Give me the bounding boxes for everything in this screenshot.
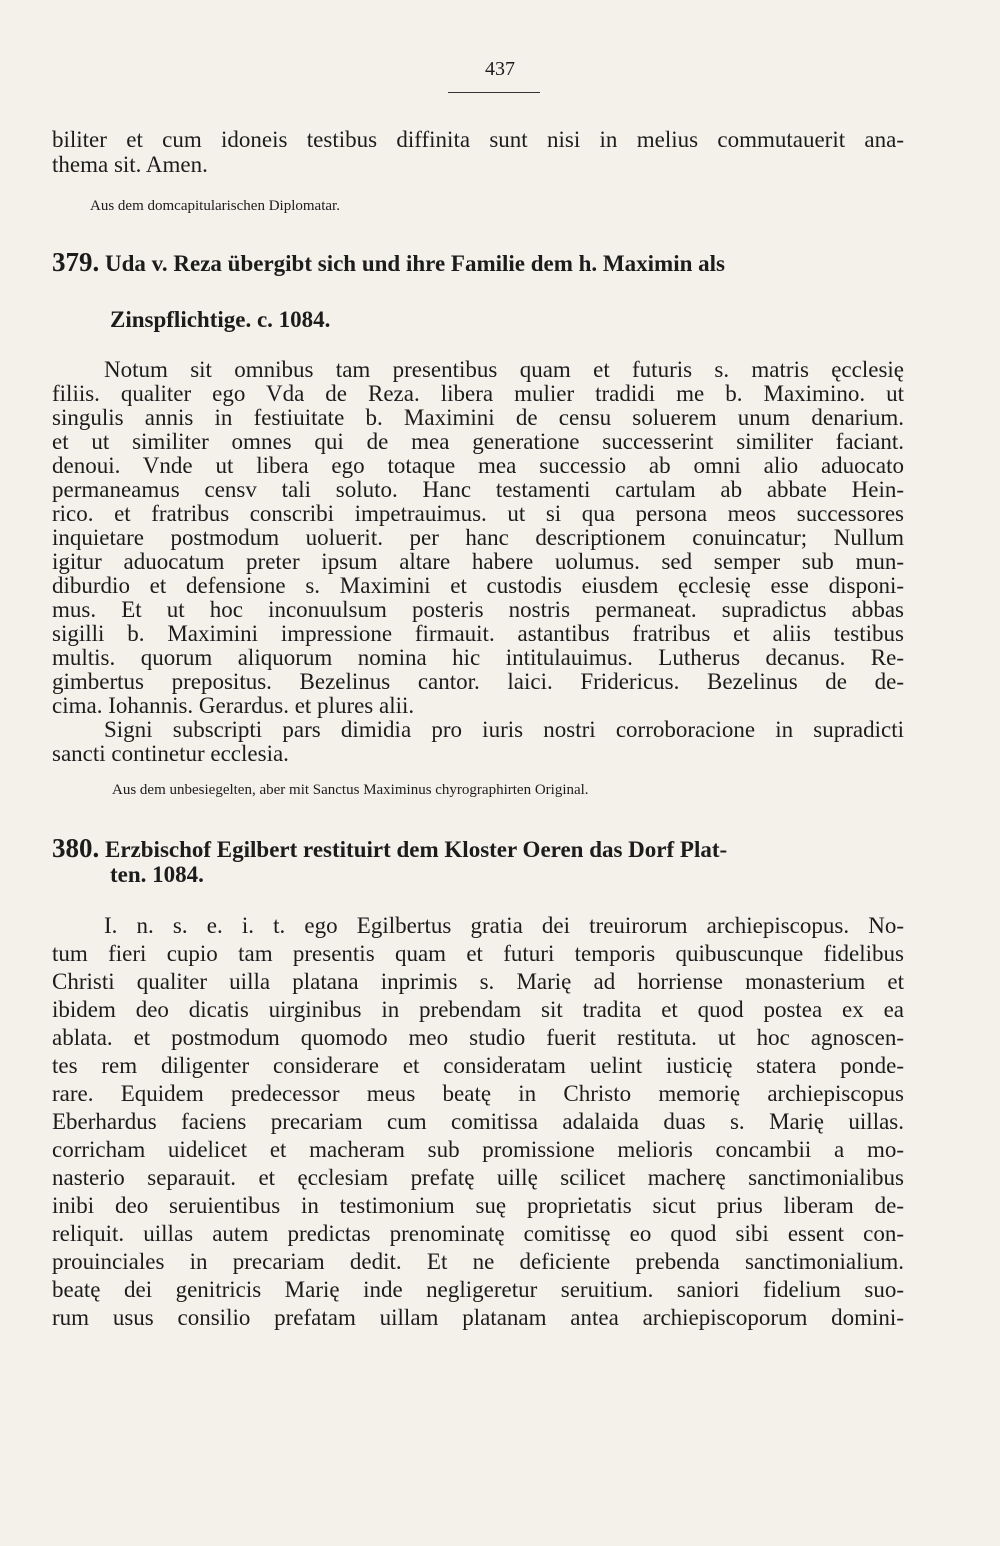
text-line: inquietare postmodum uoluerit. per hanc descriptionem conuincatur; Nullum: [52, 525, 904, 550]
text-line: diburdio et defensione s. Maximini et custodis eiusdem ęcclesię esse disponi-: [52, 573, 904, 598]
text-line: Eberhardus faciens precariam cum comitissa adalaida duas s. Marię uillas.: [52, 1109, 904, 1134]
doc-380-title-line1: Erzbischof Egilbert restituirt dem Kloster Oeren das Dorf Plat-: [105, 837, 728, 862]
text-line: inibi deo seruientibus in testimonium suę proprietatis sicut prius liberam de-: [52, 1193, 904, 1218]
text-line: filiis. qualiter ego Vda de Reza. libera mulier tradidi me b. Maximino. ut: [52, 381, 904, 406]
source-note: Aus dem domcapitularischen Diplomatar.: [90, 198, 340, 214]
doc-379-number: 379.: [52, 247, 100, 277]
text-line: rare. Equidem predecessor meus beatę in Christo memorię archiepiscopus: [52, 1081, 904, 1106]
text-line: I. n. s. e. i. t. ego Egilbertus gratia dei treuirorum archiepiscopus. No-: [104, 913, 904, 938]
text-line: et ut similiter omnes qui de mea generatione successerint similiter faciant.: [52, 429, 904, 454]
text-line: Notum sit omnibus tam presentibus quam et futuris s. matris ęcclesię: [104, 357, 904, 382]
text-line: ablata. et postmodum quomodo meo studio fuerit restituta. ut hoc agnoscen-: [52, 1025, 904, 1050]
text-line: rico. et fratribus conscribi impetrauimus. ut si qua persona meos successores: [52, 501, 904, 526]
text-line: mus. Et ut hoc inconuulsum posteris nostris permaneat. supradictus abbas: [52, 597, 904, 622]
text-line: sigilli b. Maximini impressione firmauit. astantibus fratribus et aliis testibus: [52, 621, 904, 646]
doc-379-heading: [52, 247, 904, 277]
text-line: tum fieri cupio tam presentis quam et futuri temporis quibuscunque fidelibus: [52, 941, 904, 966]
text-line: Christi qualiter uilla platana inprimis s. Marię ad horriense monasterium et: [52, 969, 904, 994]
text-line: corricham uidelicet et macheram sub promissione melioris concambii a mo-: [52, 1137, 904, 1162]
text-line: singulis annis in festiuitate b. Maximini de censu soluerem unum denarium.: [52, 405, 904, 430]
text-line: cima. Iohannis. Gerardus. et plures alii.: [52, 693, 415, 718]
page-number-rule: [448, 92, 540, 93]
text-line: beatę dei genitricis Marię inde negligeretur seruitium. saniori fidelium suo-: [52, 1277, 904, 1302]
text-line: reliquit. uillas autem predictas prenominatę comitissę eo quod sibi essent con-: [52, 1221, 904, 1246]
doc-380-heading: [52, 833, 904, 863]
text-line: igitur aduocatum preter ipsum altare habere uolumus. sed semper sub mun-: [52, 549, 904, 574]
text-line: denoui. Vnde ut libera ego totaque mea successio ab omni alio aduocato: [52, 453, 904, 478]
text-line: ibidem deo dicatis uirginibus in prebendam sit tradita et quod postea ex ea: [52, 997, 904, 1022]
text-line: tes rem diligenter considerare et consideratam uelint iusticię statera ponde-: [52, 1053, 904, 1078]
text-line: nasterio separauit. et ęcclesiam prefatę uillę scilicet macherę sanctimonialibus: [52, 1165, 904, 1190]
doc-380-title-line2: ten. 1084.: [110, 862, 204, 887]
doc-380-number: 380.: [52, 833, 100, 863]
text-line: sancti continetur ecclesia.: [52, 741, 289, 766]
doc-379-title-line2: Zinspflichtige. c. 1084.: [110, 307, 331, 332]
text-line: prouinciales in precariam dedit. Et ne deficiente prebenda sanctimonialium.: [52, 1249, 904, 1274]
text-line: permaneamus censv tali soluto. Hanc testamenti cartulam ab abbate Hein-: [52, 477, 904, 502]
text-line: biliter et cum idoneis testibus diffinita sunt nisi in melius commutauerit ana-: [52, 127, 904, 152]
text-line: thema sit. Amen.: [52, 152, 208, 177]
text-line: Signi subscripti pars dimidia pro iuris nostri corroboracione in supradicti: [104, 717, 904, 742]
text-line: gimbertus prepositus. Bezelinus cantor. laici. Fridericus. Bezelinus de de-: [52, 669, 904, 694]
doc-379-title-line1: Uda v. Reza übergibt sich und ihre Familie dem h. Maximin als: [105, 251, 725, 276]
page-number: 437: [485, 58, 515, 80]
source-note: Aus dem unbesiegelten, aber mit Sanctus Maximinus chyrographirten Original.: [112, 782, 589, 798]
text-line: rum usus consilio prefatam uillam platanam antea archiepiscoporum domini-: [52, 1305, 904, 1330]
text-line: multis. quorum aliquorum nomina hic intitulauimus. Lutherus decanus. Re-: [52, 645, 904, 670]
